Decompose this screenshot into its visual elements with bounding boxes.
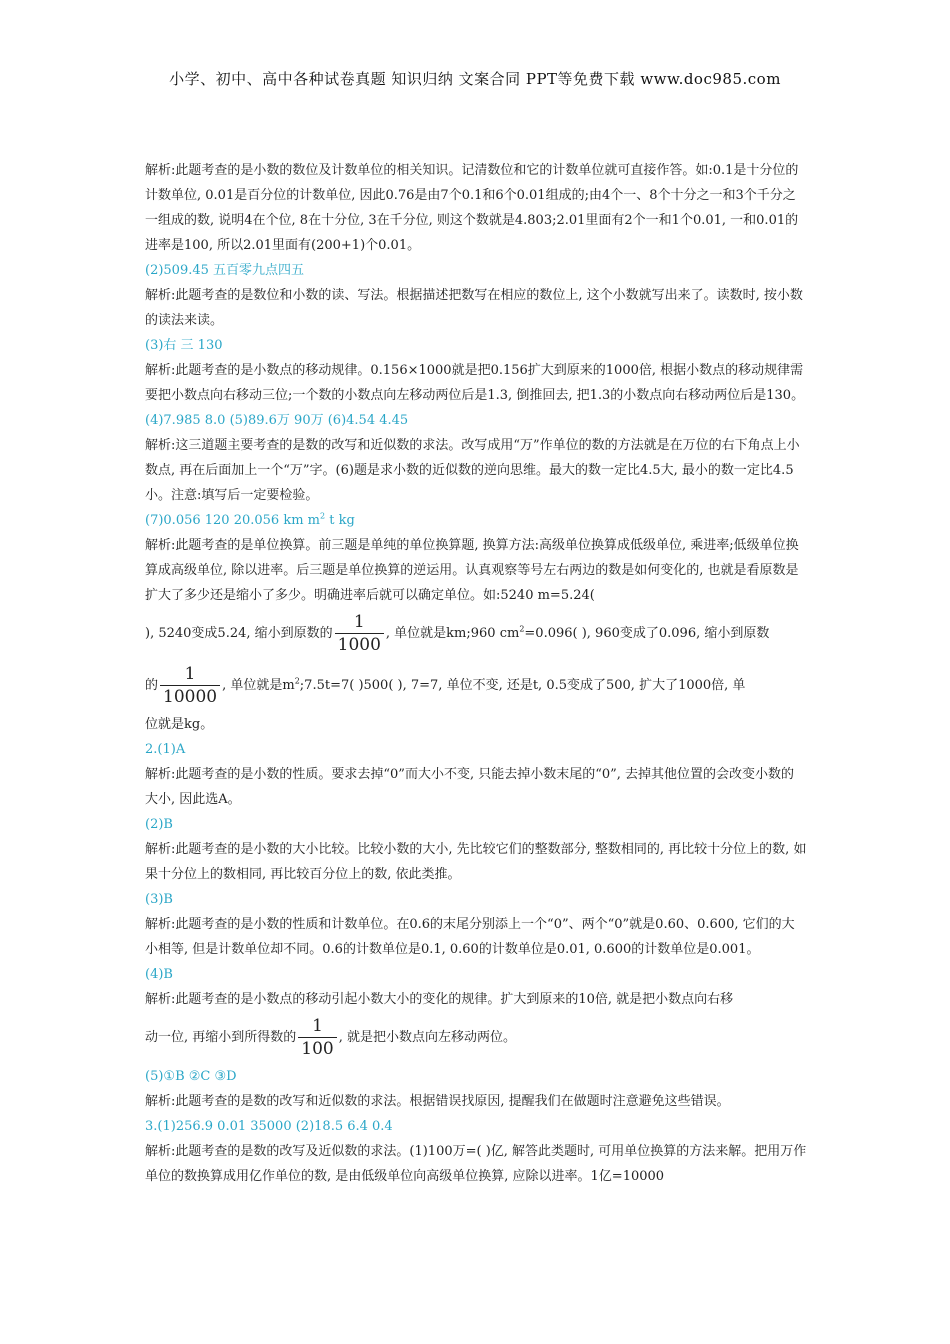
answer-line: 2.(1)A	[145, 742, 186, 757]
fraction-numerator: 1	[184, 664, 196, 684]
site-header: 小学、初中、高中各种试卷真题 知识归纳 文案合同 PPT等免费下载 www.doc985.com	[169, 70, 781, 88]
answer-line	[145, 508, 807, 533]
text-segment: , 单位就是km;960 cm	[385, 626, 520, 641]
answer-line: (5)①B ②C ③D	[145, 1069, 237, 1084]
fraction-denominator: 10000	[160, 685, 220, 708]
answer-line: (2)B	[145, 817, 173, 832]
answer-line: (2)509.45 五百零九点四五	[145, 263, 305, 278]
answer-line: (3)B	[145, 892, 173, 907]
superscript: 2	[294, 676, 300, 686]
analysis-paragraph: 解析:此题考查的是数的改写和近似数的求法。根据错误找原因, 提醒我们在做题时注意避免这些错误。	[145, 1094, 730, 1109]
text-segment: , 单位就是m	[222, 678, 295, 693]
fraction-numerator: 1	[353, 612, 365, 632]
answer-line: 3.(1)256.9 0.01 35000 (2)18.5 6.4 0.4	[145, 1119, 393, 1134]
analysis-paragraph: 解析:此题考查的是小数点的移动引起小数大小的变化的规律。扩大到原来的10倍, 就是把小数点向右移	[145, 992, 734, 1007]
text-segment: ;7.5t=7( )500( ), 7=7, 单位不变, 还是t, 0.5变成了500, 扩大了1000倍, 单	[299, 678, 746, 693]
analysis-paragraph: 解析:此题考查的是小数的性质和计数单位。在0.6的末尾分别添上一个“0”、两个“0”就是0.60、0.600, 它们的大小相等, 但是计数单位却不同。0.6的计数单位是0.1, 0.60的计数单位是0.01, 0.600的计数单位是0.001。	[145, 917, 795, 957]
fraction-numerator: 1	[312, 1016, 323, 1036]
text-segment: , 就是把小数点向左移动两位。	[338, 1030, 516, 1045]
answer-line: (4)B	[145, 967, 173, 982]
fraction-1-10000	[160, 663, 220, 708]
analysis-paragraph: 解析:此题考查的是数位和小数的读、写法。根据描述把数写在相应的数位上, 这个小数就写出来了。读数时, 按小数的读法来读。	[145, 288, 803, 328]
text-segment: =0.096( ), 960变成了0.096, 缩小到原数	[524, 626, 770, 641]
fraction-1-100	[298, 1015, 336, 1060]
superscript: 2	[519, 624, 525, 634]
analysis-paragraph: 解析:此题考查的是小数的大小比较。比较小数的大小, 先比较它们的整数部分, 整数相同的, 再比较十分位上的数, 如果十分位上的数相同, 再比较百分位上的数, 依此类推。	[145, 842, 807, 882]
analysis-paragraph: 解析:此题考查的是小数点的移动规律。0.156×1000就是把0.156扩大到原来的1000倍, 根据小数点的移动规律需要把小数点向右移动三位;一个数的小数点向左移动两位后是1.3, 倒推回去, 把1.3的小数点向右移动两位后是130。	[145, 363, 805, 403]
superscript: 2	[320, 511, 326, 521]
fraction-1-1000	[335, 611, 384, 656]
answer-text: t kg	[325, 513, 355, 528]
answer-text: (7)0.056 120 20.056 km m	[145, 513, 320, 528]
fraction-line	[145, 608, 807, 660]
answer-content	[145, 158, 807, 1189]
analysis-paragraph: 解析:此题考查的是单位换算。前三题是单纯的单位换算题, 换算方法:高级单位换算成低级单位, 乘进率;低级单位换算成高级单位, 除以进率。后三题是单位换算的逆运用。认真观察等号左右两边的数是如何变化的, 也就是看原数是扩大了多少还是缩小了多少。明确进率后就可以确定单位。如:5240 m=5.24(	[145, 538, 799, 603]
text-segment: ), 5240变成5.24, 缩小到原数的	[145, 626, 333, 641]
answer-line: (3)右 三 130	[145, 338, 223, 353]
analysis-paragraph: 解析:此题考查的是小数的性质。要求去掉“0”而大小不变, 只能去掉小数末尾的“0”, 去掉其他位置的会改变小数的大小, 因此选A。	[145, 767, 795, 807]
analysis-paragraph: 解析:这三道题主要考查的是数的改写和近似数的求法。改写成用“万”作单位的数的方法就是在万位的右下角点上小数点, 再在后面加上一个“万”字。(6)题是求小数的近似数的逆向思维。最大的数一定比4.5大, 最小的数一定比4.5小。注意:填写后一定要检验。	[145, 438, 800, 503]
answer-line: (4)7.985 8.0 (5)89.6万 90万 (6)4.54 4.45	[145, 413, 409, 428]
analysis-paragraph: 解析:此题考查的是数的改写及近似数的求法。(1)100万=( )亿, 解答此类题时, 可用单位换算的方法来解。把用万作单位的数换算成用亿作单位的数, 是由低级单位向高级单位换算, 应除以进率。1亿=10000	[145, 1144, 807, 1184]
text-segment: 的	[145, 678, 159, 693]
fraction-line	[145, 660, 807, 712]
text-segment: 动一位, 再缩小到所得数的	[145, 1030, 297, 1045]
analysis-paragraph: 位就是kg。	[145, 717, 214, 732]
fraction-denominator: 100	[298, 1037, 336, 1060]
analysis-paragraph: 解析:此题考查的是小数的数位及计数单位的相关知识。记清数位和它的计数单位就可直接作答。如:0.1是十分位的计数单位, 0.01是百分位的计数单位, 因此0.76是由7个0.1和6个0.01组成的;由4个一、8个十分之一和3个千分之一组成的数, 说明4在个位, 8在十分位, 3在千分位, 则这个数就是4.803;2.01里面有2个一和1个0.01, 一和0.01的进率是100, 所以2.01里面有(200+1)个0.01。	[145, 163, 799, 253]
fraction-line	[145, 1012, 807, 1064]
fraction-denominator: 1000	[335, 633, 384, 656]
